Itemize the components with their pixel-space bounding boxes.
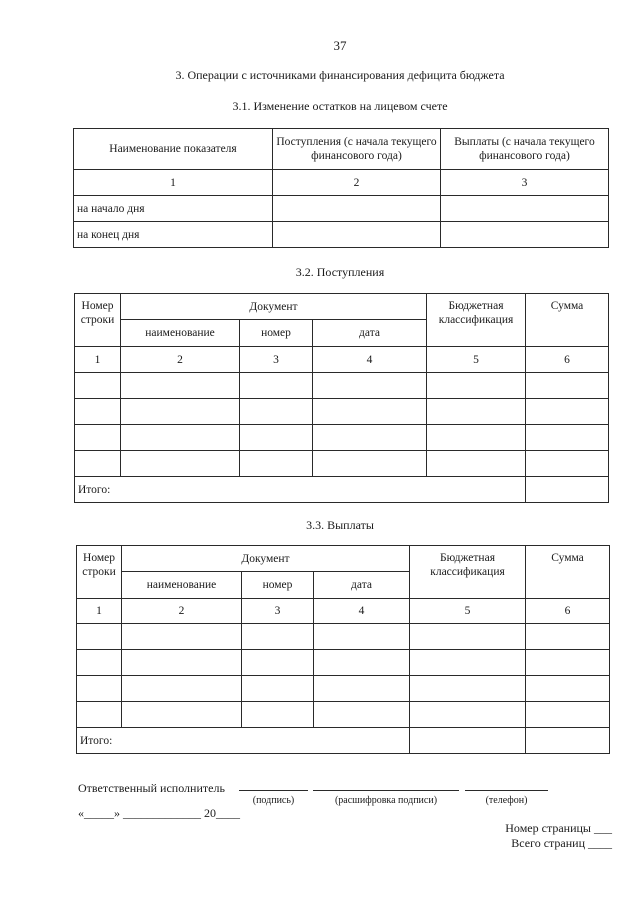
s32-title: 3.2. Поступления	[295, 265, 385, 279]
s33-header-name: наименование	[122, 572, 242, 599]
s32-header-date: дата	[313, 320, 427, 347]
total-pages-field: Всего страниц ____	[511, 836, 612, 850]
s31-num: 2	[273, 170, 441, 196]
s32-total-label: Итого:	[75, 477, 526, 503]
table-row	[77, 676, 610, 702]
s31-cell	[273, 196, 441, 222]
s32-num: 2	[121, 347, 240, 373]
s31-row-label: на начало дня	[74, 196, 273, 222]
s31-row-label: на конец дня	[74, 222, 273, 248]
s33-total-cell	[410, 728, 526, 754]
s33-total-cell	[526, 728, 610, 754]
s33-num: 2	[122, 599, 242, 624]
decode-caption: (расшифровка подписи)	[334, 795, 438, 806]
table-row	[75, 425, 609, 451]
s32-header-budget: Бюджетная классификация	[427, 294, 526, 347]
s32-table	[74, 293, 609, 503]
s32-num: 3	[240, 347, 313, 373]
s31-header-name: Наименование показателя	[74, 129, 273, 170]
s33-title: 3.3. Выплаты	[306, 518, 374, 532]
s32-header-document: Документ	[121, 294, 427, 320]
s32-num: 4	[313, 347, 427, 373]
s33-header-budget: Бюджетная классификация	[410, 546, 526, 599]
s31-cell	[441, 222, 609, 248]
executor-label: Ответственный исполнитель	[78, 781, 225, 795]
s31-header-income: Поступления (с начала текущего финансового года)	[273, 129, 441, 170]
decode-line[interactable]	[313, 790, 459, 791]
s32-header-sum: Сумма	[526, 294, 609, 347]
s33-num: 4	[314, 599, 410, 624]
page-number-field: Номер страницы ___	[505, 821, 612, 835]
s31-table	[73, 128, 609, 248]
s33-num: 5	[410, 599, 526, 624]
table-row	[75, 399, 609, 425]
section-title: 3. Операции с источниками финансирования дефицита бюджета	[175, 68, 505, 82]
phone-line[interactable]	[465, 790, 548, 791]
phone-caption: (телефон)	[485, 795, 528, 806]
page-number: 37	[333, 38, 347, 53]
s33-header-date: дата	[314, 572, 410, 599]
s32-header-name: наименование	[121, 320, 240, 347]
s31-cell	[273, 222, 441, 248]
s33-num: 1	[77, 599, 122, 624]
s31-header-payments: Выплаты (с начала текущего финансового года)	[441, 129, 609, 170]
s33-num: 3	[242, 599, 314, 624]
table-row	[75, 451, 609, 477]
s32-total-cell	[526, 477, 609, 503]
s33-header-document: Документ	[122, 546, 410, 572]
s32-header-number: номер	[240, 320, 313, 347]
s33-table	[76, 545, 610, 754]
date-line: «_____» _____________ 20____	[78, 806, 240, 820]
s33-total-label: Итого:	[77, 728, 410, 754]
table-row	[77, 624, 610, 650]
s31-num: 3	[441, 170, 609, 196]
s31-title: 3.1. Изменение остатков на лицевом счете	[232, 99, 448, 113]
table-row	[77, 702, 610, 728]
s33-num: 6	[526, 599, 610, 624]
table-row	[75, 373, 609, 399]
s33-header-sum: Сумма	[526, 546, 610, 599]
signature-caption: (подпись)	[252, 795, 295, 806]
s31-num: 1	[74, 170, 273, 196]
s33-header-row-no: Номер строки	[77, 546, 122, 599]
s32-num: 5	[427, 347, 526, 373]
s33-header-number: номер	[242, 572, 314, 599]
s32-num: 6	[526, 347, 609, 373]
s32-num: 1	[75, 347, 121, 373]
s31-cell	[441, 196, 609, 222]
s32-header-row-no: Номер строки	[75, 294, 121, 347]
signature-line[interactable]	[239, 790, 308, 791]
table-row	[77, 650, 610, 676]
